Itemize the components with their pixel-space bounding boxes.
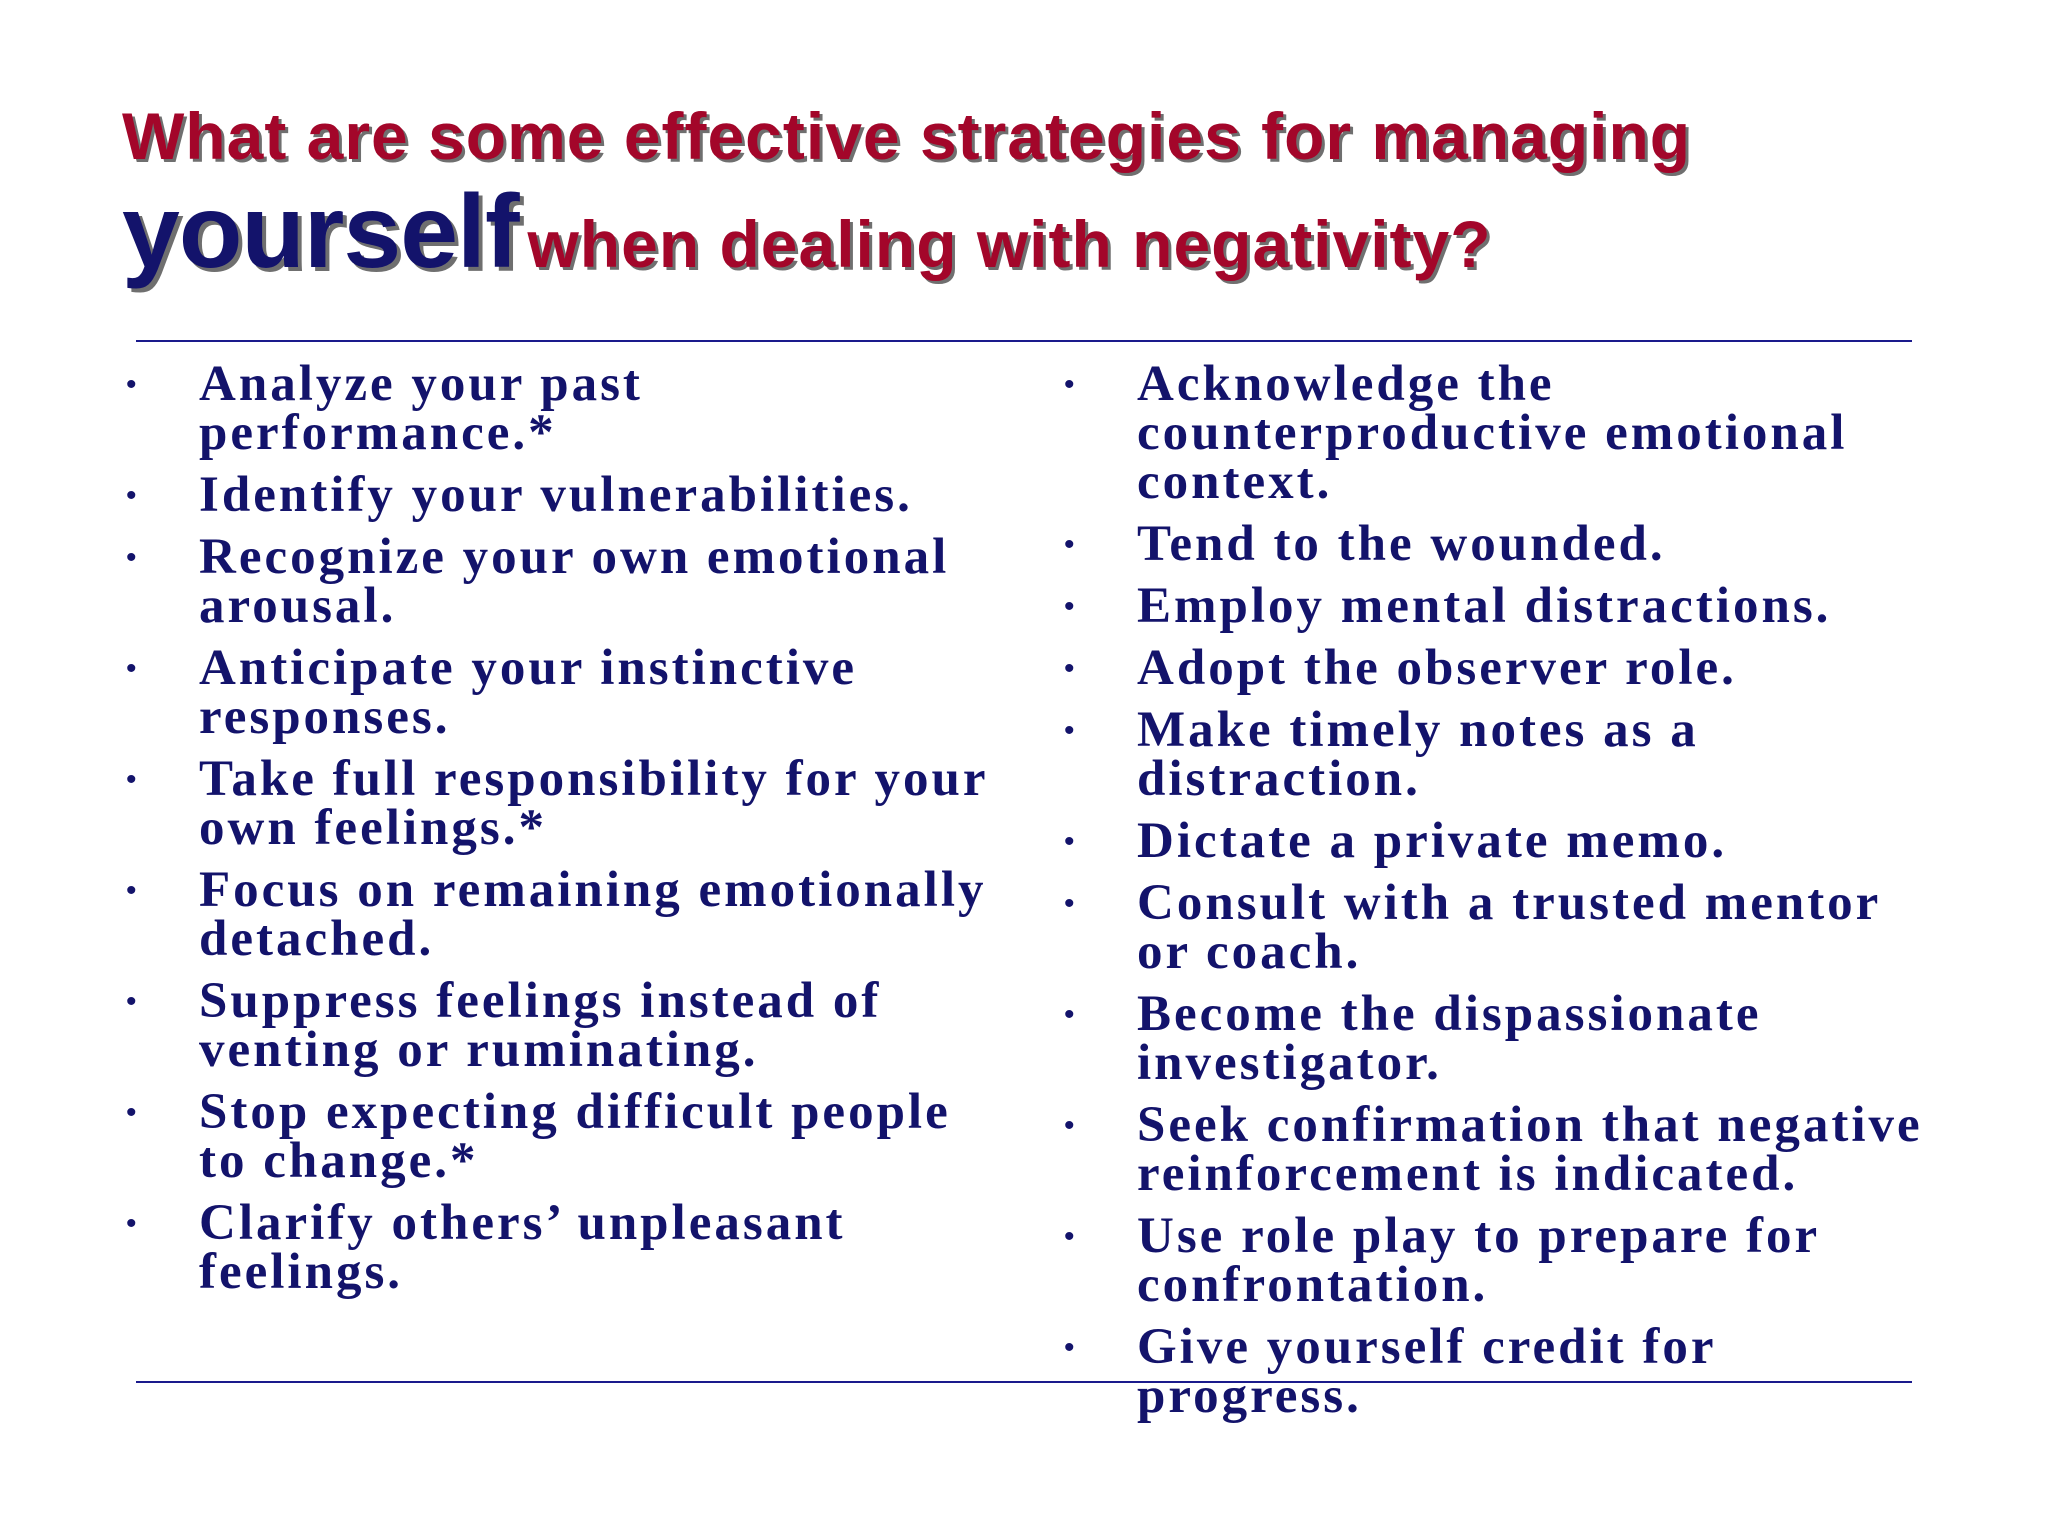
title-line-2-rest: when dealing with negativity? [527, 207, 1492, 281]
list-item-text: Recognize your own emotional arousal. [199, 529, 950, 634]
bullet-icon: • [126, 541, 140, 574]
list-item-text: Use role play to prepare for confrontation. [1137, 1208, 1820, 1313]
bullet-icon: • [1064, 590, 1078, 623]
list-item [1060, 702, 1940, 807]
bullet-icon: • [126, 1096, 140, 1129]
bullet-icon: • [1064, 528, 1078, 561]
bullet-icon: • [1064, 825, 1078, 858]
list-item-text: Anticipate your instinctive responses. [199, 640, 858, 745]
bullet-icon: • [126, 479, 140, 512]
list-item [122, 973, 1002, 1078]
bullet-icon: • [1064, 998, 1078, 1031]
list-item-text: Dictate a private memo. [1137, 813, 1728, 869]
title-line-2 [122, 176, 1942, 312]
bottom-divider [136, 1381, 1912, 1383]
right-bullet-list [1060, 356, 1940, 1434]
list-item-text: Adopt the observer role. [1137, 640, 1737, 696]
list-item-text: Stop expecting difficult people to change.* [199, 1084, 951, 1189]
list-item-text: Take full responsibility for your own feelings.* [199, 751, 988, 856]
bullet-icon: • [126, 985, 140, 1018]
list-item-text: Analyze your past performance.* [199, 356, 643, 461]
list-item-text: Clarify others’ unpleasant feelings. [199, 1195, 846, 1300]
bullet-icon: • [1064, 714, 1078, 747]
title-emphasis: yourself [122, 174, 519, 290]
list-item [122, 751, 1002, 856]
list-item-text: Tend to the wounded. [1137, 516, 1666, 572]
list-item-text: Identify your vulnerabilities. [199, 467, 913, 523]
bullet-icon: • [1064, 887, 1078, 920]
list-item [1060, 1097, 1940, 1202]
bullet-icon: • [126, 874, 140, 907]
list-item [1060, 356, 1940, 510]
list-item [122, 1195, 1002, 1300]
bullet-icon: • [1064, 652, 1078, 685]
list-item-text: Acknowledge the counterproductive emotional context. [1137, 356, 1848, 510]
list-item [1060, 578, 1940, 634]
slide-title [122, 96, 1942, 312]
list-item-text: Employ mental distractions. [1137, 578, 1832, 634]
left-bullet-list [122, 356, 1002, 1310]
bullet-icon: • [126, 652, 140, 685]
list-item [122, 1084, 1002, 1189]
list-item-text: Become the dispassionate investigator. [1137, 986, 1762, 1091]
list-item [122, 862, 1002, 967]
bullet-icon: • [126, 763, 140, 796]
list-item [122, 640, 1002, 745]
list-item [1060, 875, 1940, 980]
list-item [122, 529, 1002, 634]
top-divider [136, 340, 1912, 342]
list-item-text: Give yourself credit for progress. [1137, 1319, 1716, 1424]
list-item [1060, 516, 1940, 572]
bullet-icon: • [126, 1207, 140, 1240]
bullet-icon: • [1064, 1109, 1078, 1142]
list-item [1060, 1319, 1940, 1424]
list-item [1060, 1208, 1940, 1313]
list-item [1060, 813, 1940, 869]
title-line-1: What are some effective strategies for managing [122, 99, 1692, 173]
list-item [122, 356, 1002, 461]
list-item-text: Focus on remaining emotionally detached. [199, 862, 987, 967]
list-item [1060, 986, 1940, 1091]
bullet-icon: • [1064, 1220, 1078, 1253]
list-item [1060, 640, 1940, 696]
list-item-text: Suppress feelings instead of venting or ruminating. [199, 973, 882, 1078]
list-item-text: Seek confirmation that negative reinforcement is indicated. [1137, 1097, 1923, 1202]
bullet-icon: • [1064, 1331, 1078, 1364]
bullet-icon: • [1064, 368, 1078, 401]
list-item [122, 467, 1002, 523]
list-item-text: Consult with a trusted mentor or coach. [1137, 875, 1881, 980]
list-item-text: Make timely notes as a distraction. [1137, 702, 1699, 807]
bullet-icon: • [126, 368, 140, 401]
